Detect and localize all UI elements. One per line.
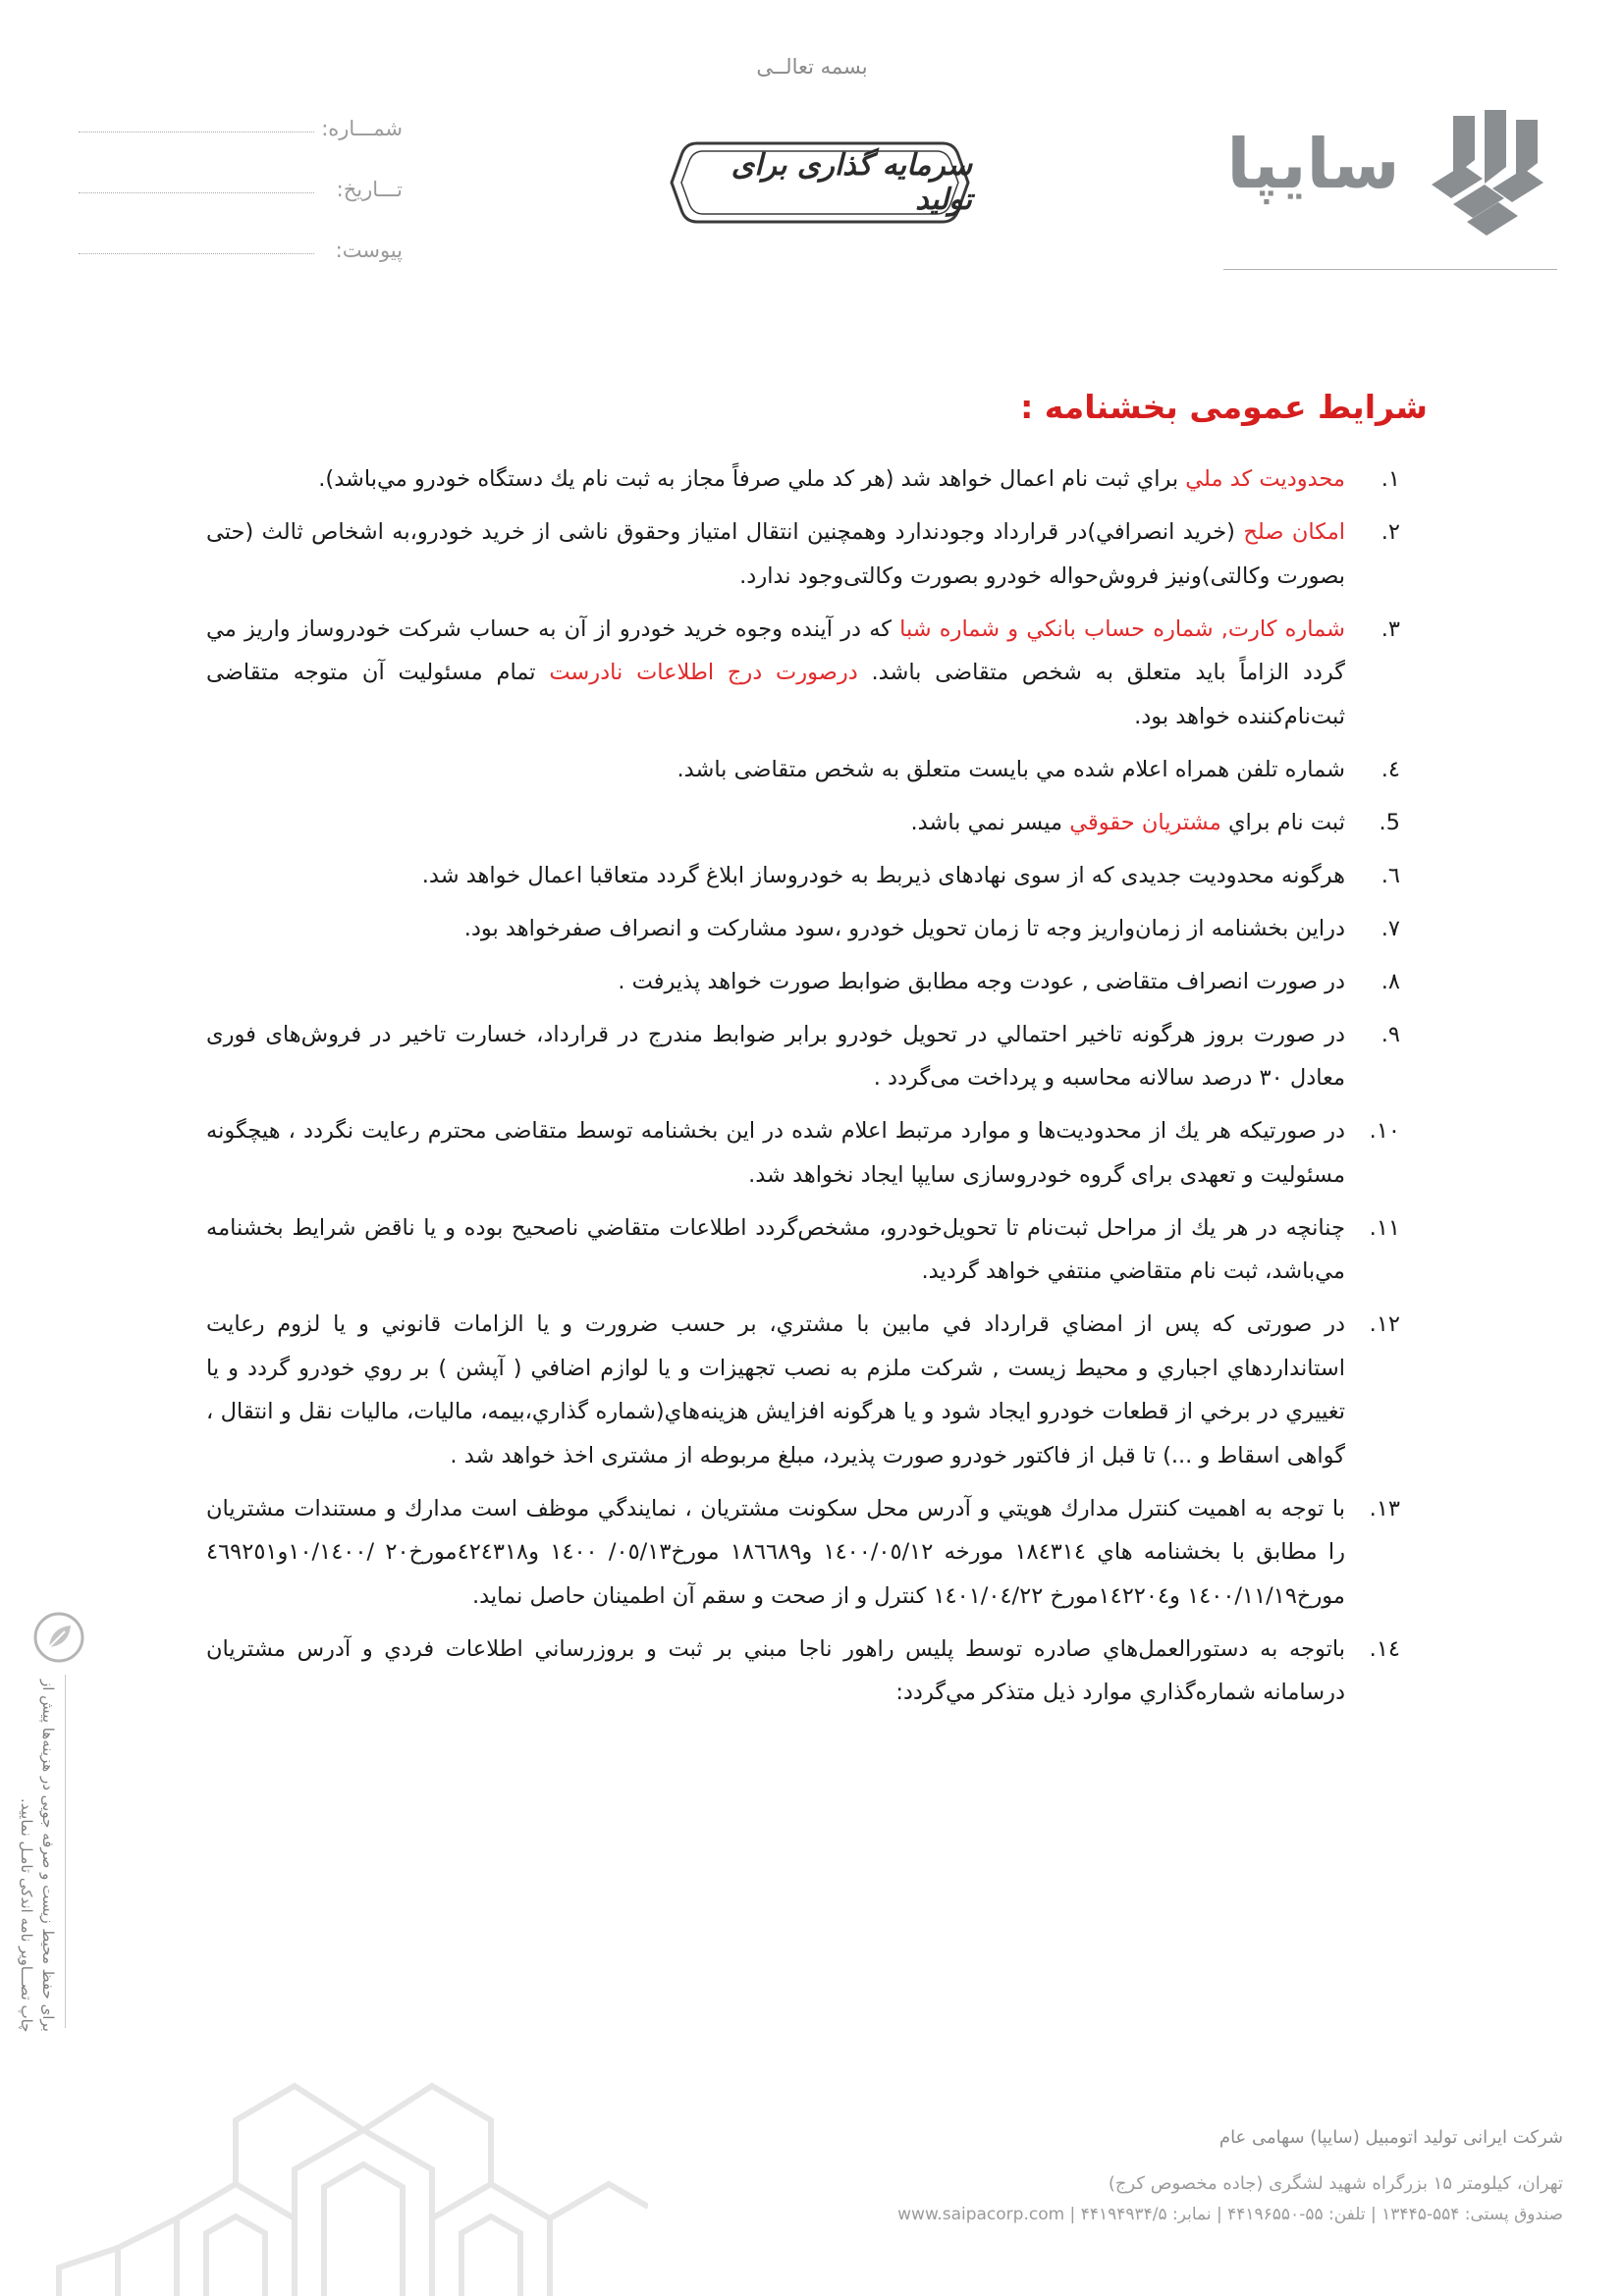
footer-company: شرکت ایرانی تولید اتومبیل (سایپا) سهامی عام bbox=[1218, 2127, 1563, 2148]
meta-date-row bbox=[79, 159, 403, 220]
side-divider bbox=[65, 1675, 66, 2028]
list-item bbox=[206, 1109, 1400, 1197]
meta-number-label: شمـــاره: bbox=[321, 117, 403, 140]
item-number: ۱۱. bbox=[1369, 1214, 1400, 1241]
meta-attachment-row bbox=[79, 220, 403, 281]
item-text: در صورتيكه هر يك از محدوديت‌ها و موارد مرتبط اعلام شده در اين بخشنامه توسط متقاضی محترم رعايت نگردد ، هيچگونه مسئوليت و تعهدی برای گروه خودروسازی سايپا ايجاد نخواهد شد. bbox=[206, 1118, 1345, 1188]
list-item bbox=[206, 608, 1400, 739]
item-highlight-2: درصورت درج اطلاعات نادرست bbox=[549, 660, 858, 685]
leaf-icon bbox=[31, 1610, 86, 1665]
item-body: (خريد انصرافي)در قرارداد وجودندارد وهمچنين انتقال امتياز وحقوق ناشی از خريد خودرو،به اشخاص ثالث (حتی بصورت وكالتی)ونيز فروش‌حواله خودرو بصورت وكالتی‌وجود ندارد. bbox=[206, 519, 1345, 589]
item-text bbox=[206, 801, 1345, 845]
item-body: ثبت نام براي bbox=[1220, 809, 1345, 835]
list-item bbox=[206, 907, 1400, 951]
item-highlight: مشتريان حقوقي bbox=[1069, 809, 1221, 835]
page-title: شرايط عمومی بخشنامه : bbox=[1020, 388, 1428, 426]
item-number: ۱۳. bbox=[1369, 1495, 1400, 1522]
item-number: ۱. bbox=[1380, 466, 1400, 492]
saipa-logo bbox=[1208, 106, 1561, 253]
side-note-text: برای حفظ محیط زیست و صرفه جویی در هزینه‌ها پیش از چاپ تصـــاویر نامه اندکی تامـل نمایید. bbox=[18, 1680, 57, 2032]
list-item bbox=[206, 960, 1400, 1004]
item-number: ٦. bbox=[1380, 862, 1400, 888]
letter-meta bbox=[79, 98, 403, 281]
footer-contact: صندوق پستی: ۵۵۴-۱۳۴۴۵ | تلفن: ۵۵-۴۴۱۹۶۵۵۰ | نمابر: ۴۴۱۹۴۹۳۴/۵ | www.saipacorp.com bbox=[897, 2205, 1563, 2224]
item-text bbox=[206, 457, 1345, 502]
saipa-emblem-icon bbox=[1424, 106, 1551, 243]
item-number: ۸. bbox=[1380, 968, 1400, 994]
item-text bbox=[206, 608, 1345, 739]
item-number: ۷. bbox=[1380, 915, 1400, 941]
meta-number-line bbox=[79, 132, 314, 133]
item-body: كه در آينده وجوه خريد خودرو از آن به حساب شركت خودروساز واريز مي گردد الزاماً بايد متعلق به شخص متقاضی باشد. bbox=[206, 615, 1345, 685]
item-number: ١٤. bbox=[1369, 1635, 1400, 1662]
item-number: ۱۲. bbox=[1369, 1311, 1400, 1337]
item-text: هرگونه محدوديت جديدی كه از سوی نهادهای ذيربط به خودروساز ابلاغ گردد متعاقبا اعمال خواهد شد. bbox=[421, 862, 1345, 888]
meta-attachment-line bbox=[79, 253, 314, 254]
list-item bbox=[206, 1013, 1400, 1100]
slogan-badge bbox=[668, 135, 972, 230]
logo-divider bbox=[1223, 269, 1557, 270]
item-number: ۹. bbox=[1380, 1021, 1400, 1047]
list-item bbox=[206, 748, 1400, 792]
slogan-text: سرمایه گذاری برای تولید bbox=[731, 148, 972, 217]
list-item bbox=[206, 801, 1400, 845]
list-item bbox=[206, 1628, 1400, 1715]
list-item bbox=[206, 510, 1400, 598]
list-item bbox=[206, 1303, 1400, 1477]
list-item bbox=[206, 854, 1400, 898]
item-number: ۱۰. bbox=[1369, 1118, 1400, 1144]
item-number: ٤. bbox=[1380, 756, 1400, 782]
decorative-pattern-icon bbox=[0, 2022, 648, 2296]
list-item bbox=[206, 1487, 1400, 1619]
item-highlight: محدوديت كد ملي bbox=[1185, 466, 1345, 492]
item-text: در صورت بروز هرگونه تاخير احتمالي در تحويل خودرو برابر ضوابط مندرج در قرارداد، خسارت تاخير در فروش‌های فوری معادل ۳۰ درصد سالانه محاسبه و پرداخت می‌گردد . bbox=[206, 1021, 1345, 1091]
item-text: چنانچه در هر يك از مراحل ثبت‌نام تا تحويل‌خودرو، مشخص‌گردد اطلاعات متقاضي ناصحيح بوده و يا ناقض شرايط بخشنامه مي‌باشد، ثبت نام متقاضي منتفي خواهد گرديد. bbox=[206, 1214, 1345, 1284]
item-highlight: امكان صلح bbox=[1243, 519, 1345, 545]
item-number: ۳. bbox=[1380, 615, 1400, 642]
item-highlight: شماره كارت, شماره حساب بانكي و شماره شبا bbox=[899, 615, 1345, 642]
meta-number-row bbox=[79, 98, 403, 159]
item-body-2: تمام مسئوليت آن متوجه متقاضی ثبت‌نام‌كننده خواهد بود. bbox=[206, 660, 1345, 729]
item-text: دراين بخشنامه از زمان‌واريز وجه تا زمان تحويل خودرو ،سود مشاركت و انصراف صفرخواهد بود. bbox=[463, 915, 1345, 941]
meta-attachment-label: پیوست: bbox=[335, 239, 403, 262]
meta-date-label: تـــاریخ: bbox=[336, 178, 403, 201]
list-item bbox=[206, 1206, 1400, 1294]
saipa-logo-text: سایپا bbox=[1226, 124, 1400, 204]
terms-list bbox=[206, 457, 1400, 1724]
item-number: ۲. bbox=[1380, 519, 1400, 545]
item-text: باتوجه به دستورالعمل‌هاي صادره توسط پليس راهور ناجا مبني بر ثبت و بروزرساني اطلاعات فردي و آدرس مشتريان درسامانه شماره‌گذاري موارد ذيل متذكر مي‌گردد: bbox=[206, 1635, 1345, 1705]
item-text: با توجه به اهميت كنترل مدارك هويتي و آدرس محل سكونت مشتريان ، نمايندگي موظف است مدارك و مستندات مشتريان را مطابق با بخشنامه هاي ١٨٤٣١٤ مورخه ١٤٠٠/٠٥/١٢ و١٨٦٦٨٩ مورخ٠٥/١٣/ ١٤٠٠ و٤٢٤٣١٨مورخ٢٠ /١٠/١٤٠٠و٤٦٩٢٥١ مورخ١٤٠٠/١١/١٩ و١٤٢٢٠٤مورخ ١٤٠١/٠٤/٢٢ كنترل و از صحت و سقم آن اطمينان حاصل نمايد. bbox=[206, 1495, 1345, 1609]
basmala: بسمه تعالــی bbox=[756, 55, 868, 79]
item-text: در صورت انصراف متقاضی , عودت وجه مطابق ضوابط صورت خواهد پذيرفت . bbox=[618, 968, 1345, 994]
list-item bbox=[206, 457, 1400, 502]
item-text: شماره تلفن همراه اعلام شده مي بايست متعلق به شخص متقاضی باشد. bbox=[677, 756, 1345, 782]
item-body-2: ميسر نمي باشد. bbox=[910, 809, 1070, 835]
item-body: براي ثبت نام اعمال خواهد شد (هر كد ملي صرفاً مجاز به ثبت نام يك دستگاه خودرو مي‌باشد). bbox=[318, 466, 1186, 492]
item-text: در صورتی كه پس از امضاي قرارداد في مابين با مشتري، بر حسب ضرورت و يا الزامات قانوني و يا لزوم رعايت استانداردهاي اجباري و محيط زيست , شركت ملزم به نصب تجهيزات و يا لوازم اضافي ( آپشن ) بر روي خودرو گردد و يا تغييري در برخي از قطعات خودرو ايجاد شود و يا هرگونه افزايش هزينه‌هاي(شماره گذاري،بيمه، ماليات، ماليات نقل و انتقال ، گواهی اسقاط و ...) تا قبل از فاكتور خودرو صورت پذيرد، مبلغ مربوطه از مشتری اخذ خواهد شد . bbox=[206, 1311, 1345, 1468]
eco-side-note bbox=[18, 1610, 88, 2032]
item-number: 5. bbox=[1379, 809, 1400, 835]
item-text bbox=[206, 510, 1345, 598]
meta-date-line bbox=[79, 192, 314, 193]
footer-address: تهران، کیلومتر ۱۵ بزرگراه شهید لشگری (جاده مخصوص کرج) bbox=[1108, 2173, 1563, 2194]
